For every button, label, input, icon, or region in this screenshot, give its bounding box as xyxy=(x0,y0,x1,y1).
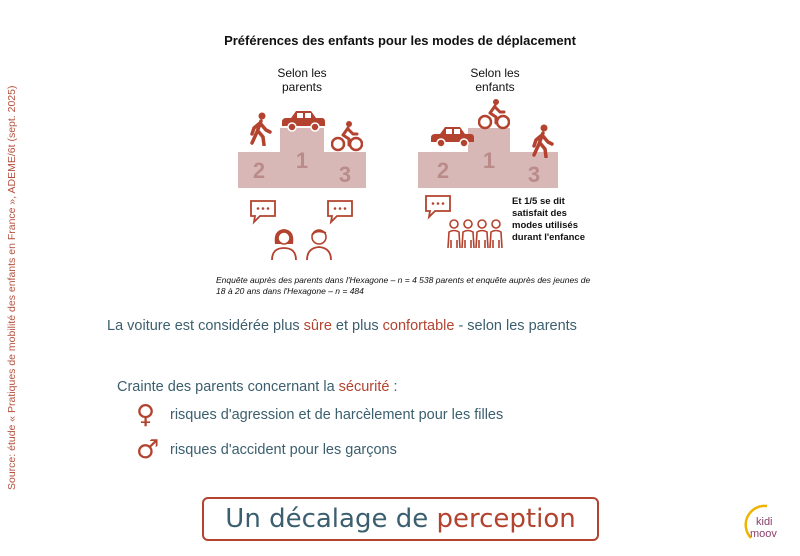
statement-text: - selon les parents xyxy=(454,318,577,334)
speech-bubble-icon xyxy=(249,199,277,225)
car-icon xyxy=(279,108,327,132)
female-symbol-icon: ♀ xyxy=(136,400,156,430)
banner-highlight: perception xyxy=(436,504,576,534)
boys-risk-item xyxy=(136,435,397,465)
rank-1: 1 xyxy=(295,148,309,173)
bicycle-icon xyxy=(478,98,510,130)
highlight-safety: sécurité xyxy=(338,379,390,395)
highlight-safer: sûre xyxy=(303,318,332,334)
heading-text: : xyxy=(389,379,398,395)
left-group-label: Selon les parents xyxy=(277,66,327,94)
rank-1: 1 xyxy=(482,148,496,173)
banner-text: Un décalage de xyxy=(225,504,437,534)
right-group-label: Selon les enfants xyxy=(470,66,520,94)
rank-3: 3 xyxy=(527,162,541,187)
car-icon xyxy=(428,124,476,148)
car-preference-statement xyxy=(107,318,577,334)
walker-icon xyxy=(248,112,272,146)
rank-2: 2 xyxy=(252,158,266,183)
kidimoov-logo xyxy=(742,500,792,550)
rank-3: 3 xyxy=(338,162,352,187)
heading-text: Crainte des parents concernant la xyxy=(117,379,339,395)
satisfaction-note: Et 1/5 se dit satisfait des modes utilisés durant l'enfance xyxy=(512,196,585,243)
perception-banner xyxy=(202,497,599,541)
highlight-comfortable: confortable xyxy=(382,318,455,334)
logo-line2: moov xyxy=(750,528,777,540)
figure-title: Préférences des enfants pour les modes de déplacement xyxy=(224,33,576,48)
girls-risk-item xyxy=(136,400,503,430)
logo-line1: kidi xyxy=(756,516,773,528)
speech-bubble-icon xyxy=(424,194,452,220)
bicycle-icon xyxy=(331,120,363,152)
rank-2: 2 xyxy=(436,158,450,183)
safety-concern-heading xyxy=(117,379,398,395)
speech-bubble-icon xyxy=(326,199,354,225)
source-note: Source: étude « Pratiques de mobilité des enfants en France », ADEME/6t (sept. 2025) xyxy=(6,85,18,490)
walker-icon xyxy=(530,124,554,158)
statement-text: La voiture est considérée plus xyxy=(107,318,304,334)
girls-risk-text: risques d'agression et de harcèlement pour les filles xyxy=(170,407,504,423)
survey-footnote: Enquête auprès des parents dans l'Hexagone – n = 4 538 parents et enquête auprès des jeunes de 18 à 20 ans dans l'Hexagone – n = 484 xyxy=(216,275,591,296)
group-of-children-icon xyxy=(446,218,506,252)
woman-icon xyxy=(269,226,299,260)
statement-text: et plus xyxy=(331,318,383,334)
male-symbol-icon: ♂ xyxy=(136,435,160,465)
boys-risk-text: risques d'accident pour les garçons xyxy=(170,442,397,458)
man-icon xyxy=(304,226,334,260)
